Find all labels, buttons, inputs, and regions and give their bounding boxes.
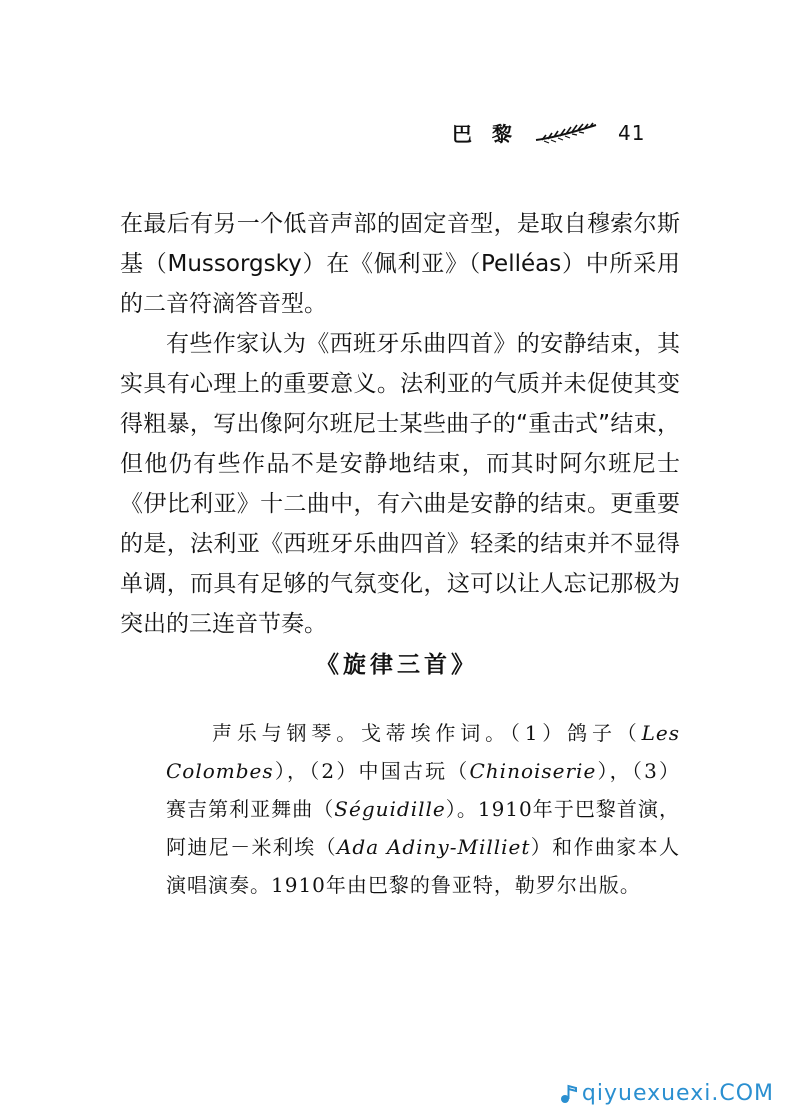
work-note-paragraph (166, 714, 680, 904)
paragraph-1: 在最后有另一个低音声部的固定音型，是取自穆索尔斯基（Mussorgsky）在《佩利亚》（Pelléas）中所采用的二音符滴答音型。 (120, 211, 680, 317)
note-title-chinoiserie: Chinoiserie (469, 759, 597, 783)
running-head-title: 巴黎 (452, 122, 532, 146)
watermark-text: qiyuexuexi.COM (581, 1081, 774, 1106)
note-text-4: ）。1910年于巴黎首演，阿迪尼－米利埃（ (166, 797, 681, 859)
feather-ornament-icon (534, 122, 600, 144)
running-head (452, 118, 645, 147)
note-name-ada: Ada Adiny-Milliet (336, 835, 531, 859)
note-text-5: ）和作曲家本人演唱演奏。1910年由巴黎的鲁亚特，勒罗尔出版。 (166, 835, 681, 897)
note-title-seguidille: Séguidille (334, 797, 446, 821)
note-text-1: 声乐与钢琴。戈蒂埃作词。（1）鸽子（ (212, 721, 642, 745)
page-number: 41 (618, 120, 646, 145)
work-note (166, 714, 680, 904)
body-text (120, 204, 680, 644)
paragraph-2: 有些作家认为《西班牙乐曲四首》的安静结束，其实具有心理上的重要意义。法利亚的气质并未促使其变得粗暴，写出像阿尔班尼士某些曲子的“重击式”结束，但他仍有些作品不是安静地结束，而其时阿尔班尼士《伊比利亚》十二曲中，有六曲是安静的结束。更重要的是，法利亚《西班牙乐曲四首》轻柔的结束并不显得单调，而具有足够的气氛变化，这可以让人忘记那极为突出的三连音节奏。 (120, 331, 680, 637)
music-note-icon (558, 1083, 580, 1105)
section-title: 《旋律三首》 (316, 652, 478, 678)
watermark (558, 1081, 774, 1106)
note-text-2: ），（2）中国古玩（ (273, 759, 470, 783)
note-text-3: ），（3）赛吉第利亚舞曲（ (166, 759, 680, 821)
note-title-les-colombes: Les Colombes (166, 721, 680, 783)
